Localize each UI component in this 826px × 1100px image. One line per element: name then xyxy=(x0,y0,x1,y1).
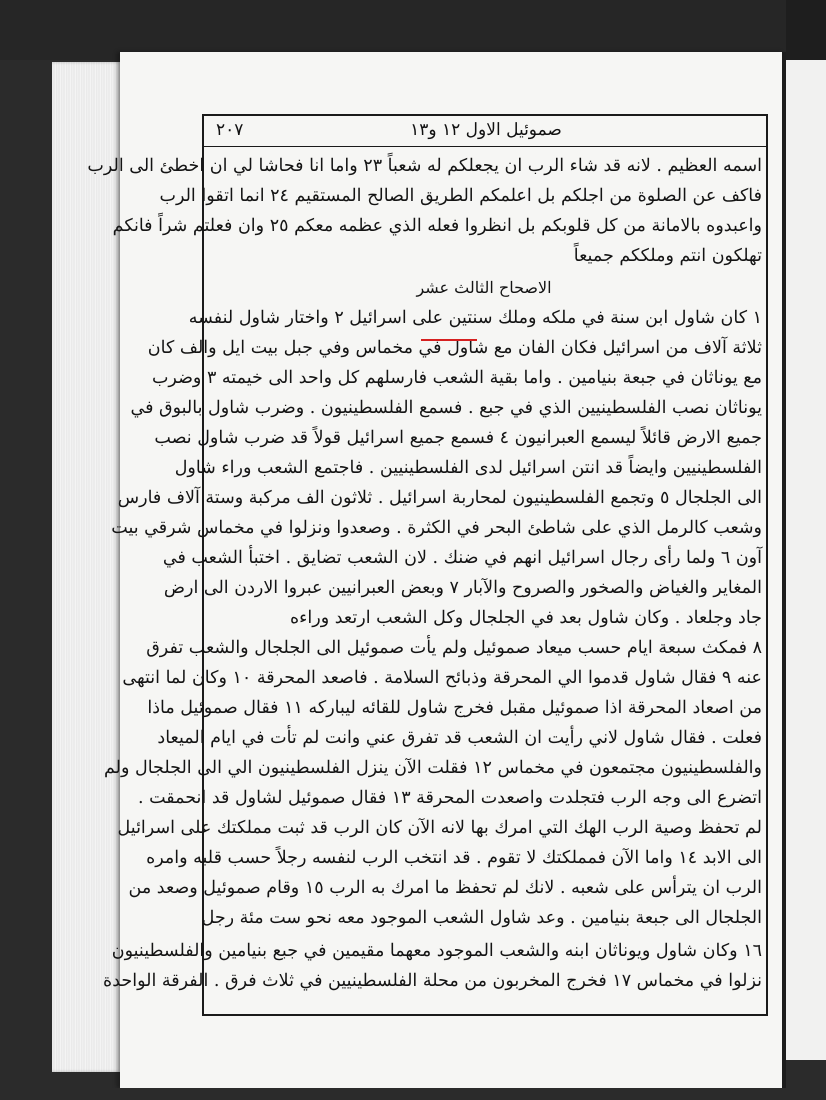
text-line: آون ٦ ولما رأى رجال اسرائيل انهم في ضنك . لان الشعب تضايق . اختبأ الشعب في xyxy=(162,548,762,568)
running-title: صموئيل الاول ١٢ و١٣ xyxy=(410,120,562,140)
text-line: فعلت . فقال شاول لاني رأيت ان الشعب قد تفرق عني وانت لم تأت في ايام الميعاد xyxy=(157,728,762,748)
text-line: عنه ٩ فقال شاول قدموا الي المحرقة وذبائح السلامة . فاصعد المحرقة ١٠ وكان لما انتهى xyxy=(122,668,762,688)
text-line: الجلجال الى جبعة بنيامين . وعد شاول الشعب الموجود معه نحو ست مئة رجل xyxy=(201,908,762,928)
text-line: الرب ان يترأس على شعبه . لانك لم تحفظ ما امرك به الرب ١٥ وقام صموئيل وصعد من xyxy=(128,878,762,898)
text-line: اسمه العظيم . لانه قد شاء الرب ان يجعلكم له شعباً ٢٣ واما انا فحاشا لي ان اخطئ الى الرب xyxy=(87,156,762,176)
text-line: اتضرع الى وجه الرب فتجلدت واصعدت المحرقة ١٣ فقال صموئيل لشاول قد انحمقت . xyxy=(137,788,762,808)
facing-page-edge xyxy=(786,60,826,1060)
text-line: جميع الارض قائلاً ليسمع العبرانيون ٤ فسمع جميع اسرائيل قولاً قد ضرب شاول نصب xyxy=(154,428,762,448)
text-line: نزلوا في مخماس ١٧ فخرج المخربون من محلة الفلسطينيين في ثلاث فرق . الفرقة الواحدة xyxy=(103,971,762,991)
text-line: وشعب كالرمل الذي على شاطئ البحر في الكثرة . وصعدوا ونزلوا في مخماس شرقي بيت xyxy=(111,518,762,538)
text-line: لم تحفظ وصية الرب الهك التي امرك بها لانه الآن كان الرب قد ثبت مملكتك على اسرائيل xyxy=(117,818,762,838)
text-line: ١٦ وكان شاول ويوناثان ابنه والشعب الموجود معهما مقيمين في جبع بنيامين والفلسطينيون xyxy=(111,941,762,961)
scanner-background-corner xyxy=(786,0,826,60)
text-line: جاد وجلعاد . وكان شاول بعد في الجلجال وكل الشعب ارتعد وراءه xyxy=(290,608,762,628)
scanner-background-top xyxy=(0,0,826,60)
scanner-background-bottom xyxy=(0,1088,826,1100)
text-line: الى الجلجال ٥ وتجمع الفلسطينيون لمحاربة اسرائيل . ثلاثون الف مركبة وستة آلاف فارس xyxy=(117,488,762,508)
page-header xyxy=(216,118,756,146)
text-line: ثلاثة آلاف من اسرائيل فكان الفان مع شاول في مخماس وفي جبل بيت ايل والف كان xyxy=(147,338,762,358)
text-line: تهلكون انتم وملككم جميعاً xyxy=(573,246,762,266)
red-underline-annotation xyxy=(421,339,477,341)
page-text xyxy=(87,152,762,1012)
text-line: مع يوناثان في جبعة بنيامين . واما بقية الشعب فارسلهم كل واحد الى خيمته ٣ وضرب xyxy=(151,368,762,388)
text-line: واعبدوه بالامانة من كل قلوبكم بل انظروا فعله الذي عظمه معكم ٢٥ وان فعلتم شراً فانكم xyxy=(112,216,762,236)
text-line: ١ كان شاول ابن سنة في ملكه وملك سنتين على اسرائيل ٢ واختار شاول لنفسه xyxy=(188,308,762,328)
chapter-heading: الاصحاح الثالث عشر xyxy=(416,278,552,297)
text-line: الفلسطينيين وايضاً قد انتن اسرائيل لدى الفلسطينيين . فاجتمع الشعب وراء شاول xyxy=(174,458,762,478)
text-line: المغاير والغياض والصخور والصروح والآبار ٧ وبعض العبرانيين عبروا الاردن الى ارض xyxy=(163,578,762,598)
text-line: فاكف عن الصلوة من اجلكم بل اعلمكم الطريق الصالح المستقيم ٢٤ انما اتقوا الرب xyxy=(159,186,762,206)
page-stack-edges xyxy=(52,62,122,1072)
text-line: الى الابد ١٤ واما الآن فمملكتك لا تقوم . قد انتخب الرب لنفسه رجلاً حسب قلبه وامره xyxy=(146,848,762,868)
text-line: ٨ فمكث سبعة ايام حسب ميعاد صموئيل ولم يأت صموئيل الى الجلجال والشعب تفرق xyxy=(146,638,762,658)
text-line: والفلسطينيون مجتمعون في مخماس ١٢ فقلت الآن ينزل الفلسطينيون الي الى الجلجال ولم xyxy=(104,758,762,778)
header-rule xyxy=(202,146,768,147)
text-line: من اصعاد المحرقة اذا صموئيل مقبل فخرج شاول للقائه ليباركه ١١ فقال صموئيل ماذا xyxy=(147,698,762,718)
text-line: يوناثان نصب الفلسطينيين الذي في جبع . فسمع الفلسطينيون . وضرب شاول بالبوق في xyxy=(130,398,762,418)
page-number: ٢٠٧ xyxy=(216,120,244,140)
